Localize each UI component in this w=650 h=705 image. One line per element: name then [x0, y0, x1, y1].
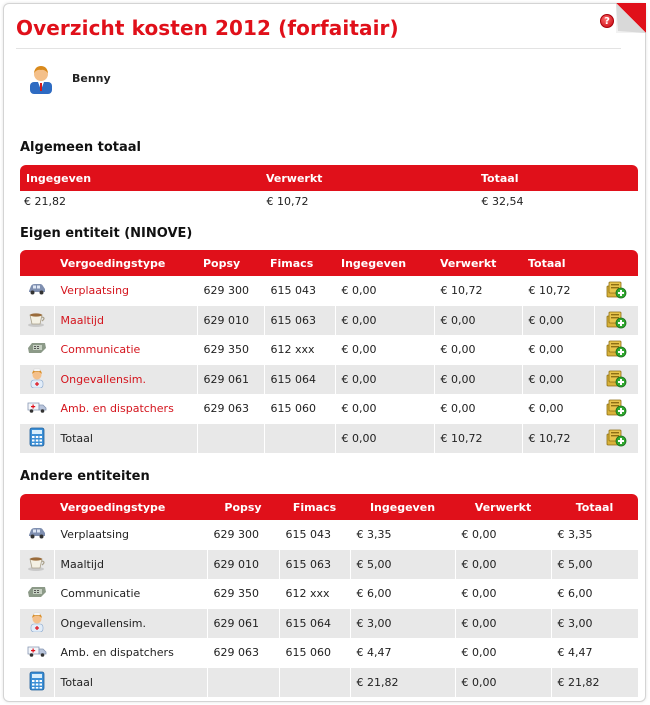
row-icon-cell — [20, 668, 54, 698]
add-expense-button[interactable] — [594, 365, 638, 395]
cell-totaal: € 4,47 — [551, 638, 638, 668]
add-expense-icon[interactable] — [605, 279, 627, 302]
cell-popsy — [197, 424, 264, 454]
user-name: Benny — [72, 72, 111, 85]
row-icon-cell — [20, 365, 54, 395]
other-entities-rows — [20, 520, 638, 697]
phone-icon — [27, 341, 47, 358]
row-icon-cell — [20, 424, 54, 454]
table-row — [20, 579, 638, 609]
column-header-ingegeven: Ingegeven — [26, 171, 92, 185]
value-totaal: € 32,54 — [475, 191, 638, 213]
row-icon-cell — [20, 520, 54, 550]
column-header-totaal: Totaal — [481, 171, 519, 185]
cell-totaal: € 3,00 — [551, 609, 638, 639]
page-title: Overzicht kosten 2012 (forfaitair) — [16, 16, 399, 40]
nurse-icon — [29, 368, 45, 391]
cell-verwerkt: € 0,00 — [434, 365, 522, 395]
cell-fimacs: 615 060 — [264, 394, 335, 424]
cell-verwerkt: € 0,00 — [455, 520, 551, 550]
add-expense-button[interactable] — [594, 306, 638, 336]
add-expense-button[interactable] — [594, 424, 638, 454]
title-divider — [16, 48, 621, 49]
column-header-popsy: Popsy — [203, 256, 241, 270]
column-header-fimacs: Fimacs — [292, 500, 337, 514]
add-expense-icon[interactable] — [605, 338, 627, 361]
column-header-icon — [20, 250, 54, 276]
cell-fimacs — [264, 424, 335, 454]
calculator-icon — [29, 427, 45, 450]
column-header-totaal: Totaal — [528, 256, 566, 270]
nurse-icon — [29, 612, 45, 635]
cell-fimacs: 615 060 — [279, 638, 350, 668]
cell-popsy — [207, 668, 279, 698]
expense-type: Maaltijd — [54, 550, 207, 580]
cell-ingegeven: € 0,00 — [335, 306, 434, 336]
phone-icon — [27, 585, 47, 602]
calculator-icon — [29, 671, 45, 694]
cell-verwerkt: € 0,00 — [455, 609, 551, 639]
add-expense-icon[interactable] — [605, 309, 627, 332]
user-avatar-icon — [28, 64, 54, 94]
table-row — [20, 638, 638, 668]
expense-type-link[interactable]: Ongevallensim. — [54, 365, 197, 395]
add-expense-button[interactable] — [594, 335, 638, 365]
total-row — [20, 668, 638, 698]
column-header-vergoedingstype: Vergoedingstype — [60, 500, 166, 514]
other-entities-table — [20, 494, 639, 698]
value-ingegeven: € 21,82 — [20, 191, 260, 213]
expense-type-link[interactable]: Maaltijd — [54, 306, 197, 336]
cell-verwerkt: € 0,00 — [434, 306, 522, 336]
column-header-fimacs: Fimacs — [270, 256, 314, 270]
expense-type: Verplaatsing — [54, 520, 207, 550]
cell-verwerkt: € 10,72 — [434, 276, 522, 306]
cell-totaal: € 5,00 — [551, 550, 638, 580]
row-icon-cell — [20, 276, 54, 306]
table-row — [20, 306, 638, 336]
cell-ingegeven: € 3,00 — [350, 609, 455, 639]
cell-ingegeven: € 3,35 — [350, 520, 455, 550]
add-expense-icon[interactable] — [605, 368, 627, 391]
cell-totaal: € 6,00 — [551, 579, 638, 609]
row-icon-cell — [20, 335, 54, 365]
table-row — [20, 276, 638, 306]
row-icon-cell — [20, 638, 54, 668]
cell-ingegeven: € 0,00 — [335, 365, 434, 395]
total-ingegeven: € 21,82 — [350, 668, 455, 698]
cell-fimacs: 615 043 — [279, 520, 350, 550]
ambulance-icon — [27, 400, 47, 417]
cell-ingegeven: € 5,00 — [350, 550, 455, 580]
cell-fimacs — [279, 668, 350, 698]
expense-type-link[interactable]: Verplaatsing — [54, 276, 197, 306]
value-verwerkt: € 10,72 — [260, 191, 475, 213]
column-header-popsy: Popsy — [224, 500, 262, 514]
table-row — [20, 550, 638, 580]
total-label: Totaal — [54, 424, 197, 454]
cell-fimacs: 615 063 — [264, 306, 335, 336]
general-total-table — [20, 165, 639, 214]
own-entity-rows — [20, 276, 638, 453]
cell-verwerkt: € 0,00 — [455, 550, 551, 580]
cell-totaal: € 0,00 — [522, 335, 594, 365]
cell-ingegeven: € 0,00 — [335, 276, 434, 306]
expense-type: Communicatie — [54, 579, 207, 609]
column-header-ingegeven: Ingegeven — [369, 500, 436, 514]
cell-popsy: 629 063 — [207, 638, 279, 668]
cell-ingegeven: € 4,47 — [350, 638, 455, 668]
coffee-cup-icon — [27, 311, 47, 330]
car-icon — [27, 526, 47, 543]
expense-type-link[interactable]: Communicatie — [54, 335, 197, 365]
cell-popsy: 629 350 — [197, 335, 264, 365]
cell-popsy: 629 063 — [197, 394, 264, 424]
total-verwerkt: € 0,00 — [455, 668, 551, 698]
column-header-vergoedingstype: Vergoedingstype — [60, 256, 166, 270]
total-label: Totaal — [54, 668, 207, 698]
row-icon-cell — [20, 609, 54, 639]
page-curl-icon — [616, 3, 646, 33]
general-total-title: Algemeen totaal — [20, 140, 141, 155]
cost-overview-panel — [3, 3, 646, 702]
column-header-action — [594, 250, 638, 276]
cell-totaal: € 0,00 — [522, 394, 594, 424]
help-icon[interactable]: ? — [600, 14, 614, 28]
table-row — [20, 335, 638, 365]
add-expense-icon[interactable] — [605, 397, 627, 420]
own-entity-table — [20, 250, 639, 454]
table-row — [20, 191, 638, 213]
row-icon-cell — [20, 394, 54, 424]
table-row — [20, 609, 638, 639]
cell-verwerkt: € 0,00 — [434, 335, 522, 365]
cell-fimacs: 612 xxx — [264, 335, 335, 365]
add-expense-icon[interactable] — [605, 427, 627, 450]
cell-verwerkt: € 0,00 — [455, 579, 551, 609]
cell-fimacs: 615 063 — [279, 550, 350, 580]
cell-fimacs: 612 xxx — [279, 579, 350, 609]
other-entities-title: Andere entiteiten — [20, 469, 150, 484]
table-row — [20, 520, 638, 550]
add-expense-button[interactable] — [594, 394, 638, 424]
expense-type: Ongevallensim. — [54, 609, 207, 639]
column-header-verwerkt: Verwerkt — [440, 256, 497, 270]
total-row — [20, 424, 638, 454]
cell-verwerkt: € 0,00 — [434, 394, 522, 424]
cell-popsy: 629 061 — [197, 365, 264, 395]
ambulance-icon — [27, 644, 47, 661]
own-entity-title: Eigen entiteit (NINOVE) — [20, 226, 193, 241]
cell-fimacs: 615 043 — [264, 276, 335, 306]
cell-totaal: € 10,72 — [522, 276, 594, 306]
row-icon-cell — [20, 306, 54, 336]
cell-popsy: 629 010 — [207, 550, 279, 580]
cell-popsy: 629 300 — [207, 520, 279, 550]
cell-popsy: 629 010 — [197, 306, 264, 336]
column-header-verwerkt: Verwerkt — [266, 171, 323, 185]
cell-totaal: € 3,35 — [551, 520, 638, 550]
row-icon-cell — [20, 550, 54, 580]
column-header-verwerkt: Verwerkt — [474, 500, 532, 514]
cell-popsy: 629 061 — [207, 609, 279, 639]
cell-popsy: 629 300 — [197, 276, 264, 306]
cell-ingegeven: € 0,00 — [335, 335, 434, 365]
expense-type-link[interactable]: Amb. en dispatchers — [54, 394, 197, 424]
coffee-cup-icon — [27, 555, 47, 574]
expense-type: Amb. en dispatchers — [54, 638, 207, 668]
row-icon-cell — [20, 579, 54, 609]
cell-popsy: 629 350 — [207, 579, 279, 609]
add-expense-button[interactable] — [594, 276, 638, 306]
cell-fimacs: 615 064 — [264, 365, 335, 395]
total-totaal: € 21,82 — [551, 668, 638, 698]
cell-ingegeven: € 6,00 — [350, 579, 455, 609]
cell-ingegeven: € 0,00 — [335, 394, 434, 424]
cell-fimacs: 615 064 — [279, 609, 350, 639]
column-header-icon — [20, 494, 54, 520]
table-row — [20, 365, 638, 395]
total-verwerkt: € 10,72 — [434, 424, 522, 454]
cell-totaal: € 0,00 — [522, 306, 594, 336]
table-row — [20, 394, 638, 424]
column-header-totaal: Totaal — [575, 500, 614, 514]
total-totaal: € 10,72 — [522, 424, 594, 454]
column-header-ingegeven: Ingegeven — [341, 256, 407, 270]
cell-verwerkt: € 0,00 — [455, 638, 551, 668]
total-ingegeven: € 0,00 — [335, 424, 434, 454]
cell-totaal: € 0,00 — [522, 365, 594, 395]
car-icon — [27, 282, 47, 299]
